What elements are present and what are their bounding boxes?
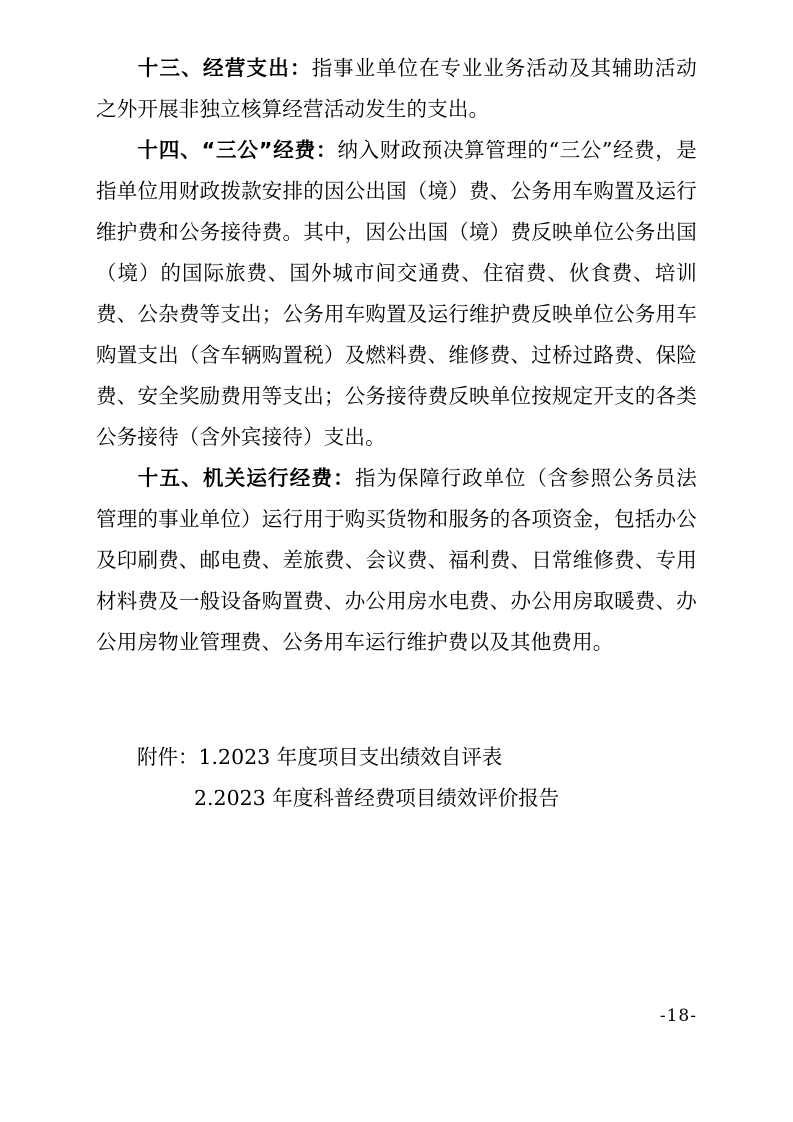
attachments-line-2 xyxy=(96,778,697,819)
paragraph-15-text: 指为保障行政单位（含参照公务员法管理的事业单位）运行用于购买货物和服务的各项资金，包括办公及印刷费、邮电费、差旅费、会议费、福利费、日常维修费、专用材料费及一般设备购置费、办公用房水电费、办公用房取暖费、办公用房物业管理费、公务用车运行维护费以及其他费用。 xyxy=(96,466,697,654)
paragraph-15 xyxy=(96,458,697,663)
document-body xyxy=(96,48,697,819)
paragraph-14-lead: 十四、“三公”经费： xyxy=(137,138,338,162)
attachments-line-1 xyxy=(96,737,697,778)
page-number: -18- xyxy=(659,1006,697,1026)
paragraph-13-lead: 十三、经营支出： xyxy=(137,56,312,80)
paragraph-14-text: 纳入财政预决算管理的“三公”经费，是指单位用财政拨款安排的因公出国（境）费、公务用车购置及运行维护费和公务接待费。其中，因公出国（境）费反映单位公务出国（境）的国际旅费、国外城市间交通费、住宿费、伙食费、培训费、公杂费等支出；公务用车购置及运行维护费反映单位公务用车购置支出（含车辆购置税）及燃料费、维修费、过桥过路费、保险费、安全奖励费用等支出；公务接待费反映单位按规定开支的各类公务接待（含外宾接待）支出。 xyxy=(96,138,698,449)
paragraph-13 xyxy=(96,48,697,130)
paragraph-13-text: 指事业单位在专业业务活动及其辅助活动之外开展非独立核算经营活动发生的支出。 xyxy=(96,56,697,121)
paragraph-14 xyxy=(96,130,697,458)
paragraph-15-lead: 十五、机关运行经费： xyxy=(137,466,355,490)
attachments-block xyxy=(96,737,697,819)
attachments-label: 附件： xyxy=(137,745,199,769)
attachment-item-2: 2.2023 年度科普经费项目绩效评价报告 xyxy=(194,786,560,810)
attachment-item-1: 1.2023 年度项目支出绩效自评表 xyxy=(198,745,503,769)
